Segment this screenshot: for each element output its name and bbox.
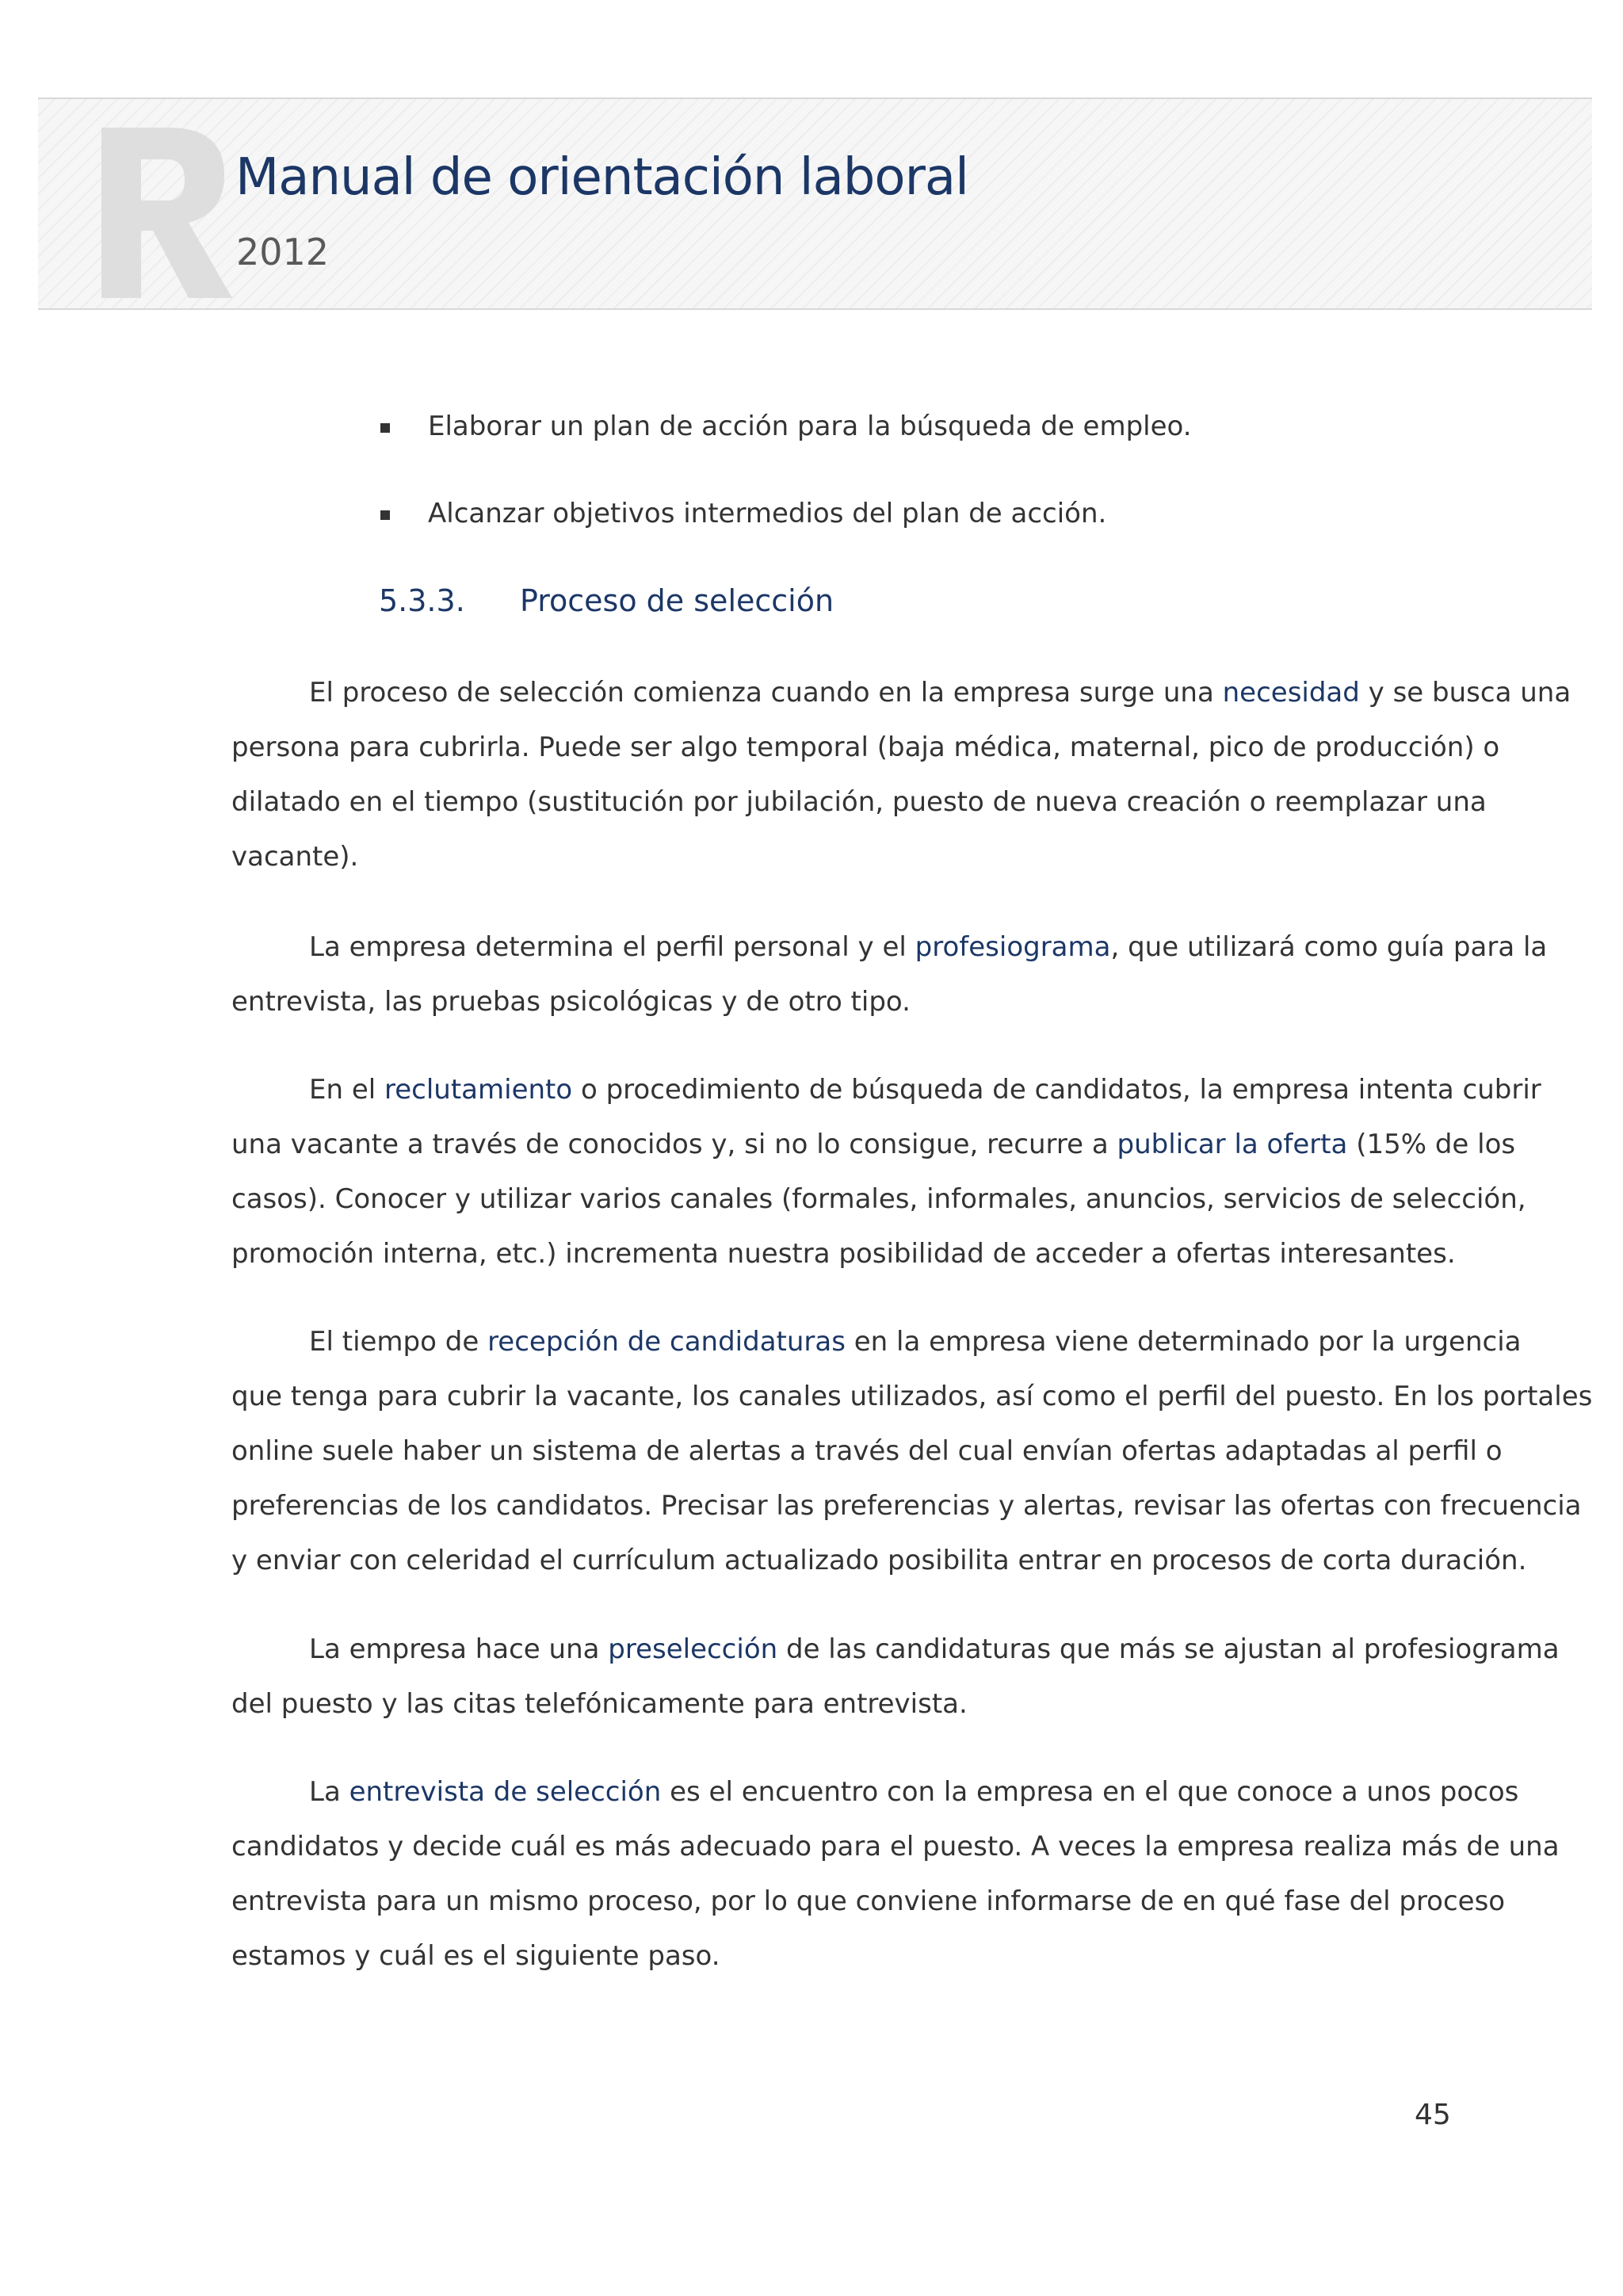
paragraph-line: [231, 1534, 1527, 1588]
highlighted-term: entrevista de selección: [349, 1776, 662, 1808]
paragraph-line: [231, 975, 1468, 1030]
bullet-text: Alcanzar objetivos intermedios del plan de acción.: [428, 498, 1107, 529]
text-segment: online suele haber un sistema de alertas a través del cual envían ofertas adaptadas al perfil o: [231, 1435, 1503, 1467]
page-number: 45: [1415, 2099, 1451, 2131]
paragraph: [231, 1063, 1541, 1282]
text-segment: o procedimiento de búsqueda de candidatos, la empresa intenta cubrir: [572, 1074, 1541, 1106]
paragraph-line: [231, 775, 1487, 830]
text-segment: El tiempo de: [309, 1326, 488, 1358]
text-segment: una vacante a través de conocidos y, si no lo consigue, recurre a: [231, 1129, 1117, 1160]
paragraph-line: [231, 1315, 1522, 1370]
document-title: Manual de orientación laboral: [235, 148, 968, 207]
paragraph: [231, 1765, 1560, 1984]
paragraph: [231, 920, 1548, 1030]
paragraph-line: [231, 1424, 1503, 1479]
text-segment: vacante).: [231, 841, 359, 873]
paragraph: [231, 666, 1571, 884]
paragraph-line: [231, 1479, 1582, 1534]
paragraph-line: [231, 1117, 1516, 1172]
paragraph-line: [231, 1929, 1468, 1984]
square-bullet-icon: [380, 423, 390, 433]
paragraph-line: [231, 830, 1468, 884]
section-title: Proceso de selección: [520, 583, 834, 618]
text-segment: La: [309, 1776, 349, 1808]
text-segment: promoción interna, etc.) incrementa nuestra posibilidad de acceder a ofertas interesantes.: [231, 1238, 1456, 1270]
text-segment: El proceso de selección comienza cuando en la empresa surge una: [309, 677, 1223, 709]
section-heading: [379, 583, 834, 618]
text-segment: entrevista, las pruebas psicológicas y de otro tipo.: [231, 986, 911, 1018]
text-segment: persona para cubrirla. Puede ser algo temporal (baja médica, maternal, pico de producción) o: [231, 732, 1500, 763]
paragraph-line: [231, 1172, 1526, 1227]
r-letter-logo-icon: [94, 120, 236, 302]
text-segment: casos). Conocer y utilizar varios canales (formales, informales, anuncios, servicios de selección,: [231, 1183, 1526, 1215]
bullet-item: [428, 498, 1106, 529]
highlighted-term: preselección: [608, 1633, 778, 1665]
text-segment: y se busca una: [1359, 677, 1571, 709]
paragraph-line: [231, 920, 1548, 975]
paragraph-line: [231, 1063, 1541, 1117]
text-segment: (15% de los: [1347, 1129, 1516, 1160]
square-bullet-icon: [380, 510, 390, 520]
document-year: 2012: [236, 231, 330, 273]
paragraph-line: [231, 1370, 1593, 1424]
text-segment: La empresa hace una: [309, 1633, 609, 1665]
paragraph-line: [231, 720, 1500, 775]
paragraph: [231, 1622, 1560, 1732]
paragraph-line: [231, 1677, 1468, 1732]
text-segment: , que utilizará como guía para la: [1110, 931, 1548, 963]
text-segment: preferencias de los candidatos. Precisar las preferencias y alertas, revisar las ofertas con frecuencia: [231, 1490, 1582, 1522]
highlighted-term: profesiograma: [915, 931, 1111, 963]
document-header: [38, 97, 1592, 310]
paragraph-line: [231, 1227, 1468, 1282]
text-segment: que tenga para cubrir la vacante, los canales utilizados, así como el perfil del puesto. En los portales: [231, 1381, 1593, 1412]
highlighted-term: publicar la oferta: [1117, 1129, 1348, 1160]
paragraph-line: [231, 1874, 1506, 1929]
text-segment: candidatos y decide cuál es más adecuado para el puesto. A veces la empresa realiza más de una: [231, 1831, 1560, 1862]
highlighted-term: necesidad: [1222, 677, 1360, 709]
text-segment: En el: [309, 1074, 385, 1106]
text-segment: y enviar con celeridad el currículum actualizado posibilita entrar en procesos de corta duración.: [231, 1545, 1527, 1576]
paragraph-line: [231, 1820, 1560, 1874]
text-segment: del puesto y las citas telefónicamente para entrevista.: [231, 1688, 968, 1720]
paragraph-line: [231, 1622, 1560, 1677]
text-segment: de las candidaturas que más se ajustan al profesiograma: [777, 1633, 1560, 1665]
bullet-text: Elaborar un plan de acción para la búsqueda de empleo.: [428, 411, 1192, 442]
text-segment: entrevista para un mismo proceso, por lo que conviene informarse de en qué fase del proceso: [231, 1885, 1506, 1917]
highlighted-term: recepción de candidaturas: [487, 1326, 846, 1358]
text-segment: es el encuentro con la empresa en el que conoce a unos pocos: [661, 1776, 1519, 1808]
paragraph: [231, 1315, 1593, 1588]
paragraph-line: [231, 666, 1571, 720]
bullet-item: [428, 411, 1192, 442]
highlighted-term: reclutamiento: [384, 1074, 573, 1106]
text-segment: dilatado en el tiempo (sustitución por jubilación, puesto de nueva creación o reemplazar una: [231, 786, 1487, 818]
paragraph-line: [231, 1765, 1519, 1820]
text-segment: La empresa determina el perfil personal y el: [309, 931, 915, 963]
section-number: 5.3.3.: [379, 583, 465, 618]
text-segment: estamos y cuál es el siguiente paso.: [231, 1940, 720, 1972]
text-segment: en la empresa viene determinado por la urgencia: [845, 1326, 1522, 1358]
